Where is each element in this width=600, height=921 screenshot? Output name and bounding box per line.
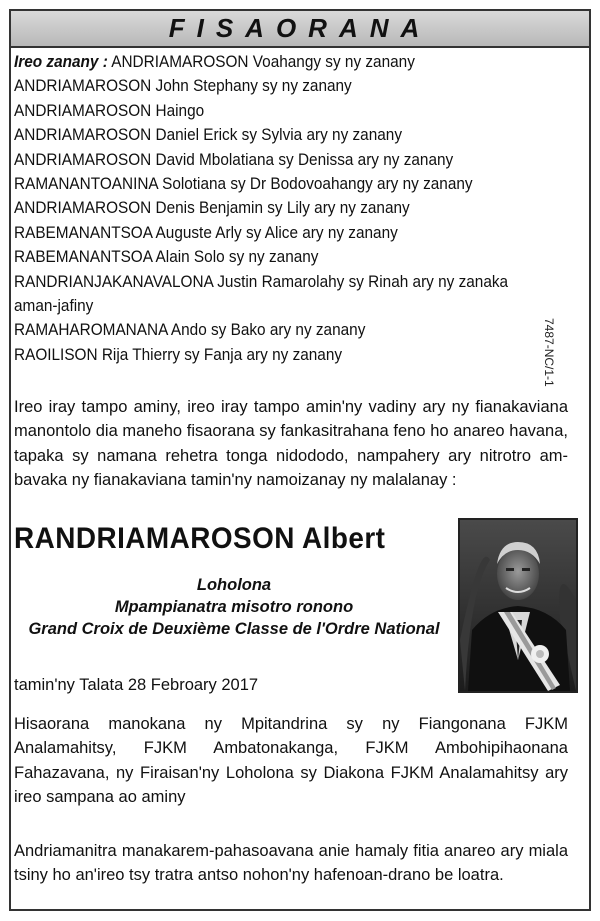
family-lead-label: Ireo zanany : (14, 53, 108, 71)
reference-code: 7487-NC/1-1 (542, 318, 556, 387)
deceased-title-2: Grand Croix de Deuxième Classe de l'Ordre National (28, 620, 440, 638)
family-line-10: aman-jafiny (14, 297, 94, 316)
family-line-4: ANDRIAMAROSON David Mbolatiana sy Denissa ary ny zanany (14, 150, 454, 169)
deceased-portrait-photo (458, 518, 578, 693)
family-line-6: ANDRIAMAROSON Denis Benjamin sy Lily ary ny zanany (14, 199, 410, 218)
deceased-titles (14, 574, 454, 640)
portrait-illustration (460, 520, 576, 691)
notice-header (11, 11, 589, 48)
family-line-2: ANDRIAMAROSON Haingo (14, 101, 205, 120)
deceased-title-0: Loholona (196, 576, 272, 594)
thanks-paragraph: Hisaorana manokana ny Mpitandrina sy ny Fiangonana FJKM Analamahitsy, FJKM Ambatonakanga, FJKM Ambohipihaonana Fahazavana, ny Firaisan'ny Loholona sy Diakona FJKM Analamahitsy ary ireo sampana ao aminy (14, 715, 568, 807)
family-line-8: RABEMANANTSOA Alain Solo sy ny zanany (14, 248, 319, 267)
family-list (14, 50, 516, 367)
notice-title: FISAORANA (168, 13, 432, 43)
family-line-0: Ireo zanany : ANDRIAMAROSON Voahangy sy ny zanany (14, 53, 415, 71)
death-date: tamin'ny Talata 28 Febroary 2017 (14, 676, 259, 694)
closing-paragraph: Andriamanitra manakarem-pahasoavana anie hamaly fitia anareo ary miala tsiny ho an'ireo tsy tratra antso nohon'ny hafenoan-drano be loatra. (14, 842, 568, 885)
deceased-title-1: Mpampianatra misotro ronono (114, 598, 354, 616)
intro-paragraph: Ireo iray tampo aminy, ireo iray tampo amin'ny vadiny ary ny fianakaviana manontolo dia maneho fisaorana sy fankasitrahana feno ho anareo havana, tapaka sy namana rehetra tonga nidododo, nampahery ary nitrotro am-bavaka ny fianakaviana tamin'ny namoizanay ny malalanay : (14, 398, 568, 490)
deceased-name: RANDRIAMAROSON Albert (14, 522, 386, 555)
family-line-1: ANDRIAMAROSON John Stephany sy ny zanany (14, 77, 352, 96)
family-line-9: RANDRIANJAKANAVALONA Justin Ramarolahy sy Rinah ary ny zanaka (14, 272, 509, 291)
family-line-11: RAMAHAROMANANA Ando sy Bako ary ny zanany (14, 321, 366, 340)
family-line-7: RABEMANANTSOA Auguste Arly sy Alice ary ny zanany (14, 223, 398, 242)
family-line-5: RAMANANTOANINA Solotiana sy Dr Bodovoahangy ary ny zanany (14, 175, 473, 194)
family-line-3: ANDRIAMAROSON Daniel Erick sy Sylvia ary ny zanany (14, 126, 402, 145)
family-line-12: RAOILISON Rija Thierry sy Fanja ary ny zanany (14, 345, 343, 364)
